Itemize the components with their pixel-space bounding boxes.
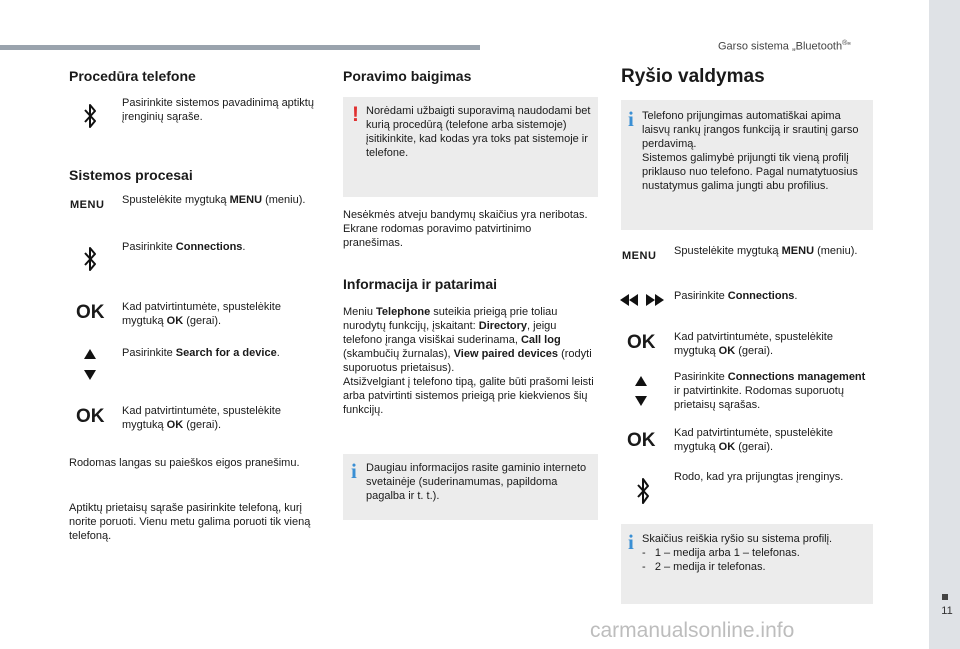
heading-pairing: Procedūra telefone: [69, 68, 196, 84]
step-connections-management: Pasirinkite Connections management ir patvirtinkite. Rodomas suporuotų prietaisų sąrašas.: [674, 371, 866, 411]
info-box-text: Telefono prijungimas automatiškai apima laisvų rankų įrangos funkciją ir srautinį garso perdavimą. Sistemos galimybė prijungti tik vieną profilį priklauso nuo telefono. Pagal numatytuosius nustatymus galima jungti abu profilius.: [642, 110, 859, 192]
step-menu: Spustelėkite mygtuką MENU (meniu).: [674, 245, 858, 257]
profile-item-1: - 1 – medija arba 1 – telefonas.: [642, 547, 800, 559]
watermark: carmanualsonline.info: [590, 619, 795, 642]
section-label: Garso sistema „Bluetooth®“: [718, 40, 851, 53]
heading-connection-management: Ryšio valdymas: [621, 66, 765, 87]
step-ok-2: Kad patvirtintumėte, spustelėkite mygtuką OK (gerai).: [674, 427, 833, 453]
step-connections: Pasirinkite Connections.: [122, 241, 246, 253]
info-icon: i: [628, 107, 634, 131]
step-menu: Spustelėkite mygtuką MENU (meniu).: [122, 194, 306, 206]
page-number: 11: [941, 605, 953, 617]
up-down-arrows-icon: [633, 374, 649, 408]
para-choose-phone: Aptiktų prietaisų sąraše pasirinkite telefoną, kurį norite poruoti. Vienu metu galima poruoti tik vieną telefoną.: [69, 502, 311, 542]
page-side-strip: [929, 0, 960, 649]
up-down-arrows-icon: [82, 347, 98, 383]
bluetooth-icon: [80, 101, 100, 131]
ok-button-icon: OK: [627, 430, 656, 451]
step-connections: Pasirinkite Connections.: [674, 290, 798, 302]
warning-icon: !: [352, 103, 359, 126]
step-ok-1: Kad patvirtintumėte, spustelėkite mygtuką OK (gerai).: [674, 331, 833, 357]
info-icon: i: [351, 459, 357, 483]
bluetooth-icon: [633, 474, 653, 508]
menu-button-icon: MENU: [622, 250, 657, 262]
heading-info: Informacija ir patarimai: [343, 276, 498, 292]
heading-system: Sistemos procesai: [69, 167, 193, 183]
para-fail: Nesėkmės atveju bandymų skaičius yra neribotas. Ekrane rodomas poravimo patvirtinimo pranešimas.: [343, 209, 588, 249]
info-box-text: Daugiau informacijos rasite gaminio interneto svetainėje (suderinamumas, papildoma pagalba ir t. t.).: [366, 462, 587, 502]
profile-item-2: - 2 – medija ir telefonas.: [642, 561, 766, 573]
heading-finish: Poravimo baigimas: [343, 68, 472, 84]
profile-intro: Skaičius reiškia ryšio su sistema profilį.: [642, 533, 833, 545]
ok-button-icon: OK: [76, 406, 105, 427]
step-ok-2: Kad patvirtintumėte, spustelėkite mygtuką OK (gerai).: [122, 405, 281, 431]
ok-button-icon: OK: [627, 332, 656, 353]
side-marker: [942, 594, 948, 600]
header-rule: [0, 45, 480, 50]
info-icon: i: [628, 530, 634, 554]
para-info: Meniu Telephone suteikia prieigą prie toliau nurodytų funkcijų, įskaitant: Directory, jeigu telefono įranga visiškai suderinama, Call log (skambučių žurnalas), View paired devices (rodyti suporuotus prietaisus). Atsižvelgiant į telefono tipą, galite būti prašomi leisti arba patvirtinti sistemos prieigą prie kiekvienos šių funkcijų.: [343, 306, 594, 416]
ok-button-icon: OK: [76, 302, 105, 323]
menu-button-icon: MENU: [70, 199, 105, 211]
step-ok-1: Kad patvirtintumėte, spustelėkite mygtuką OK (gerai).: [122, 301, 281, 327]
warning-text: Norėdami užbaigti suporavimą naudodami bet kurią procedūrą (telefone arba sistemoje) įsitikinkite, kad kodas yra toks pat sistemoje ir telefone.: [366, 105, 591, 159]
left-right-arrows-icon: [620, 292, 664, 308]
para-search-window: Rodomas langas su paieškos eigos pranešimu.: [69, 457, 300, 469]
step-connected-device: Rodo, kad yra prijungtas įrenginys.: [674, 471, 844, 483]
step-search: Pasirinkite Search for a device.: [122, 347, 280, 359]
bluetooth-icon: [80, 244, 100, 274]
step-select-name: Pasirinkite sistemos pavadinimą aptiktų įrenginių sąraše.: [122, 97, 314, 123]
